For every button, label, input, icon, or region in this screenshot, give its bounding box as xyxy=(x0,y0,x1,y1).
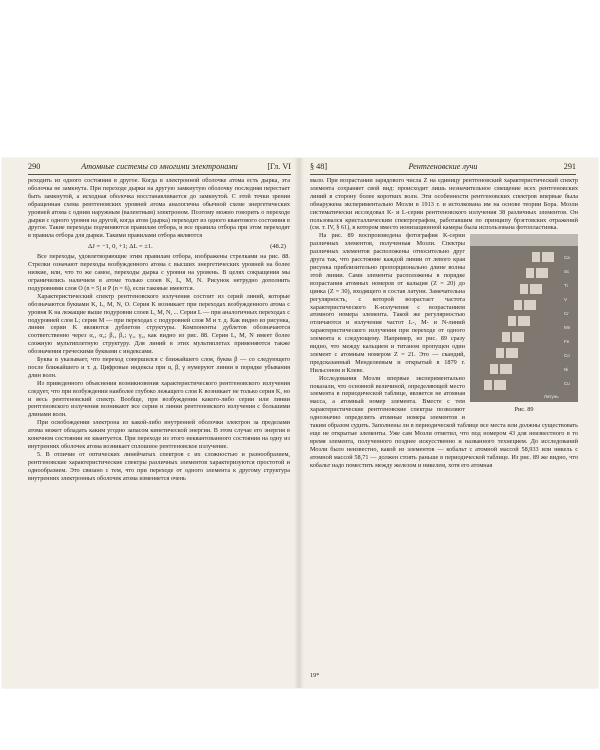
equation: ΔJ = −1, 0, +1; ΔL = ±1. xyxy=(88,243,153,251)
spectral-line xyxy=(532,252,540,262)
element-label: Ni xyxy=(564,367,569,373)
paragraph: мало. При возрастании зарядового числа Z на единицу рентгеновский характеристический спектр элемента сохраняет свой вид: происходит лишь незначительное смещение всех рентгеновских линий в сторону более коротких волн. Эти особенности рентгеновских спектров впервые была обнаружена экспериментально Мозли в 1913 г. и истолкована им на основе теории Бора. Мозли систематически исследовал K- и L-серии рентгеновского излучения 38 различных элементов. Он пользовался кристаллическим спектрографом, работавшим по принципу брэгговских отражений (см. т. IV, § 61), в котором вместо ионизационной камеры была использована фотопластинка. xyxy=(310,177,578,232)
spectrum-photo xyxy=(470,234,578,402)
paragraph: Буква α указывает, что переход совершился с ближайшего слоя, буква β — со следующего после ближайшего и т. д. Цифровые индексы при α, β, γ нумеруют линии в порядке убывания длин волн. xyxy=(28,356,290,379)
paragraph: При освобождении электрона из какой-либо внутренней оболочки электрон за пределами атома может обладать каким угодно запасом кинетической энергии. В этом случае его энергия в конечном состоянии не квантуется. При переходе из этого неквантованного состояния на одну из внутренних оболочек атома возникает сплошное рентгеновское излучение. xyxy=(28,419,290,450)
spectral-line xyxy=(506,348,518,358)
figure-89 xyxy=(470,234,578,414)
element-label: Латунь xyxy=(544,394,559,400)
element-label: Fe xyxy=(564,339,570,345)
element-label: Sc xyxy=(564,269,570,275)
element-label: Ti xyxy=(564,283,568,289)
paragraph: Все переходы, удовлетворяющие этим правилам отбора, изображены стрелками на рис. 88. Стрелки означают переходы возбужденного атома с высших энергетических уровней на более низкие, или, что то же самое, переходы дырка с уровня на уровень. В целях сокращения мы ограничились наличием в атоме только слоев K, L, M, N. Рисунок нетрудно дополнить подуровнями слоя O (n = 5) и P (n = 6), если таковые имеются. xyxy=(28,253,290,292)
paragraph: Исследования Мозли впервые экспериментально показали, что основной величиной, определяющей место элемента в периодической таблице, является не атомная масса, а атомный номер элемента. Вместе с тем характеристические рентгеновские спектры позволяют однозначно определить атомные номера элементов и таким образом судить. Заполнены ли в периодической таблице все места или должны существовать еще не открытые элементы. Уже сам Мозли отметил, что под номером 43 для неизвестного в то время элемента, полученного позднее искусственно и названного технецием. До исследований Мозли было неизвестно, какой из элементов — кобальт с атомной массой 58,933 или никель с атомной массой 58,71 — должен стоять раньше в периодической таблице. Из рис. 89 же видно, что кобальт надо поместить между железом и никелем, хотя его атомная xyxy=(310,374,578,469)
element-label: Ca xyxy=(564,255,570,261)
right-page xyxy=(302,158,598,688)
element-label: Cr xyxy=(564,311,569,317)
left-page xyxy=(2,158,297,688)
paragraph: Из приведенного объяснения возникновения характеристического рентгеновского излучения следует, что при возбуждении наиболее глубоко лежащего слоя K возникает не только серия K, но и весь рентгеновский спектр. Вообще, при возбуждении какого-либо серии или линии рентгеновского излучения возникают все серии и линии рентгеновского излучения с большими длинами волн. xyxy=(28,379,290,419)
spectral-line xyxy=(524,300,536,310)
page-number: 290 xyxy=(28,162,41,171)
paragraph: На рис. 89 воспроизведена фотография K-серии различных элементов, полученная Мозли. Спектры различных элементов расположены относительно друг друга так, что расстояние каждой линии от левого края рисунка приблизительно пропорционально длине волны этой линии. Сами элементы расположены в порядке возрастания атомных номеров от кальция (Z = 20) до цинка (Z = 30), входящего в состав латуни. Замечательна регулярность, с которой возрастает частота характеристического K-излучения с возрастанием атомного номера элемента. Такой же регулярностью отличаются и излучения частот L-, M- и N-линий характеристического излучения при переходе от одного элемента к следующему. Например, из рис. 89 сразу видно, что между кальцием и титаном пропущен один элемент с атомным номером Z = 21. Это — скандий, предсказанный Менделеевым и открытый в 1879 г. Нильсоном и Клеве. xyxy=(310,232,465,374)
spectral-line xyxy=(484,380,492,390)
spectral-line xyxy=(494,380,506,390)
book-spread xyxy=(2,158,598,688)
section-label: § 48] xyxy=(310,162,328,171)
paragraph: реходить из одного состояния в другое. Когда в электронной оболочке атома есть дырка, эта оболочка не замкнута. При переходе дырки на другую замкнутую оболочку последняя перестает быть замкнутой, а исходная оболочка восстанавливается до замкнутой. С этой точки зрения обращенная схема рентгеновских уровней атома аналогична обычной схеме энергетических уровней атома с одним наружным (валентным) электроном. Поэтому можно говорить о переходе дырки с одного уровня на другой, когда атом (дырка) переходит из одного квантового состояния в другое. Такие переходы подчиняются правилам отбора, и все правила отбора при этом переходят в правила отбора для дырки. Такими правилами отбора являются xyxy=(28,177,290,240)
spectral-line xyxy=(518,316,530,326)
page-footer-mark: 19* xyxy=(310,672,320,679)
spectral-line xyxy=(512,332,524,342)
spectral-line xyxy=(500,364,512,374)
spectral-line xyxy=(490,364,498,374)
spectral-line xyxy=(508,316,516,326)
running-title: Атомные системы со многими электронами xyxy=(81,162,238,171)
spectral-line xyxy=(530,284,542,294)
photo-band xyxy=(470,234,578,246)
equation-number: (48.2) xyxy=(270,243,286,251)
spectral-line xyxy=(496,348,504,358)
spectral-line xyxy=(542,252,554,262)
left-running-head xyxy=(28,160,291,175)
page-number: 291 xyxy=(563,162,576,171)
equation-row xyxy=(28,240,290,253)
figure-caption: Рис. 89 xyxy=(514,406,534,414)
right-body-text xyxy=(310,177,578,470)
spectral-line xyxy=(526,268,534,278)
paragraph: Характеристический спектр рентгеновского излучения состоит из серий линий, которые обозначаются буквами K, L, M, N, O. Серия K возникает при переходах возбужденного атома с уровня K на лежащие выше подуровни слоев L, M, N, ... Серия L — при аналогичных переходах с подуровней слоя L; серия M — при переходах с подуровней слоя M и т. д. Как видно из рисунка, линия серии K являются дублетом структуры. Компоненты дублетов обозначаются соответственно через α₁, α₂; β₁, β₂; γ₁, γ₂, как видно из рис. 88. Серия L, M, N имеет более сложную мультиплетную структуру. Для линий в этих мультиплетах применяются также обозначения греческими буквами с индексами. xyxy=(28,292,290,356)
left-body-text xyxy=(28,177,290,483)
spectral-line xyxy=(536,268,548,278)
spectral-line xyxy=(514,300,522,310)
element-label: Co xyxy=(564,353,570,359)
element-label: V xyxy=(564,297,568,303)
element-label: Mn xyxy=(564,325,571,331)
running-title: Рентгеновские лучи xyxy=(408,162,478,171)
element-label: Cu xyxy=(564,381,570,387)
chapter-label: [Гл. VI xyxy=(267,162,291,171)
spectral-line xyxy=(520,284,528,294)
right-running-head xyxy=(310,160,576,175)
spectral-line xyxy=(502,332,510,342)
paragraph: 5. В отличие от оптических линейчатых спектров с их сложностью и разнообразием, рентгеновские характеристические спектры различных элементов характеризуются простотой и однообразием. Это связано с тем, что при переходе от одного элемента к другому структура внутренних электронных оболочек атома изменяется очень xyxy=(28,450,290,482)
